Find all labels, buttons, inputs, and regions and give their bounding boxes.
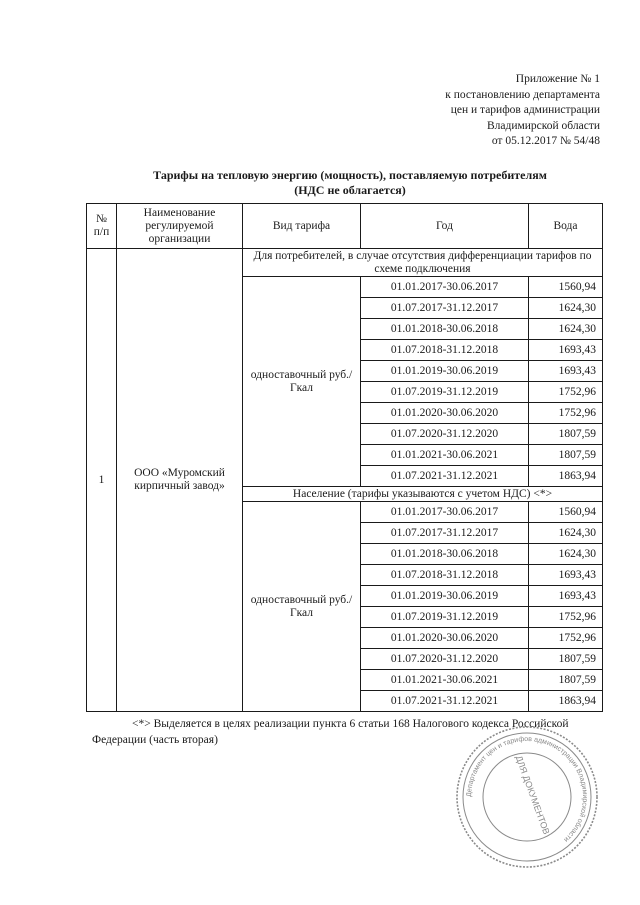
period-cell: 01.07.2021-31.12.2021 xyxy=(361,466,529,487)
appendix-line: от 05.12.2017 № 54/48 xyxy=(491,135,600,147)
period-cell: 01.01.2021-30.06.2021 xyxy=(361,445,529,466)
period-cell: 01.07.2017-31.12.2017 xyxy=(361,523,529,544)
period-cell: 01.01.2017-30.06.2017 xyxy=(361,277,529,298)
water-value-cell: 1560,94 xyxy=(529,502,603,523)
appendix-line: цен и тарифов администрации xyxy=(450,104,600,116)
water-value-cell: 1752,96 xyxy=(529,382,603,403)
appendix-line: Владимирской области xyxy=(486,119,600,132)
document-title xyxy=(90,168,610,198)
period-cell: 01.01.2018-30.06.2018 xyxy=(361,544,529,565)
group-caption-row xyxy=(87,249,603,277)
period-cell: 01.01.2021-30.06.2021 xyxy=(361,670,529,691)
appendix-block xyxy=(445,72,600,150)
water-value-cell: 1863,94 xyxy=(529,466,603,487)
period-cell: 01.07.2019-31.12.2019 xyxy=(361,382,529,403)
group-caption: Население (тарифы указываются с учетом НДС) <*> xyxy=(243,487,603,502)
period-cell: 01.07.2021-31.12.2021 xyxy=(361,691,529,712)
period-cell: 01.01.2019-30.06.2019 xyxy=(361,586,529,607)
title-line: (НДС не облагается) xyxy=(294,183,406,197)
period-cell: 01.07.2017-31.12.2017 xyxy=(361,298,529,319)
appendix-line: к постановлению департамента xyxy=(445,88,600,101)
header-tariff-type: Вид тарифа xyxy=(243,204,361,249)
period-cell: 01.01.2019-30.06.2019 xyxy=(361,361,529,382)
period-cell: 01.01.2020-30.06.2020 xyxy=(361,628,529,649)
water-value-cell: 1693,43 xyxy=(529,565,603,586)
water-value-cell: 1693,43 xyxy=(529,586,603,607)
water-value-cell: 1624,30 xyxy=(529,523,603,544)
title-line: Тарифы на тепловую энергию (мощность), поставляемую потребителям xyxy=(153,168,547,182)
stamp-center-text: ДЛЯ ДОКУМЕНТОВ xyxy=(513,754,552,836)
appendix-line: Приложение № 1 xyxy=(515,73,600,85)
table-header-row xyxy=(87,204,603,249)
water-value-cell: 1863,94 xyxy=(529,691,603,712)
period-cell: 01.01.2017-30.06.2017 xyxy=(361,502,529,523)
water-value-cell: 1624,30 xyxy=(529,298,603,319)
official-stamp xyxy=(452,722,602,872)
tariff-table xyxy=(86,203,603,712)
period-cell: 01.07.2018-31.12.2018 xyxy=(361,565,529,586)
tariff-type: одноставочный руб./Гкал xyxy=(243,502,361,712)
tariff-type: одноставочный руб./Гкал xyxy=(243,277,361,487)
header-water: Вода xyxy=(529,204,603,249)
group-caption: Для потребителей, в случае отсутствия дифференциации тарифов по схеме подключения xyxy=(243,249,603,277)
water-value-cell: 1693,43 xyxy=(529,361,603,382)
water-value-cell: 1807,59 xyxy=(529,670,603,691)
period-cell: 01.07.2018-31.12.2018 xyxy=(361,340,529,361)
water-value-cell: 1624,30 xyxy=(529,319,603,340)
period-cell: 01.07.2020-31.12.2020 xyxy=(361,424,529,445)
footnote-line: <*> Выделяется в целях реализации пункта 6 статьи 168 Налогового кодекса Российской xyxy=(132,718,569,730)
water-value-cell: 1752,96 xyxy=(529,628,603,649)
stamp-outer-text: Департамент цен и тарифов администрации Владимирской области xyxy=(465,735,589,844)
period-cell: 01.07.2019-31.12.2019 xyxy=(361,607,529,628)
header-organization: Наименование регулируемой организации xyxy=(117,204,243,249)
water-value-cell: 1807,59 xyxy=(529,445,603,466)
header-num: № п/п xyxy=(87,204,117,249)
header-year: Год xyxy=(361,204,529,249)
water-value-cell: 1752,96 xyxy=(529,403,603,424)
period-cell: 01.07.2020-31.12.2020 xyxy=(361,649,529,670)
water-value-cell: 1693,43 xyxy=(529,340,603,361)
organization-name: ООО «Муромский кирпичный завод» xyxy=(117,249,243,712)
water-value-cell: 1807,59 xyxy=(529,424,603,445)
row-number: 1 xyxy=(87,249,117,712)
period-cell: 01.01.2020-30.06.2020 xyxy=(361,403,529,424)
water-value-cell: 1560,94 xyxy=(529,277,603,298)
period-cell: 01.01.2018-30.06.2018 xyxy=(361,319,529,340)
water-value-cell: 1624,30 xyxy=(529,544,603,565)
water-value-cell: 1807,59 xyxy=(529,649,603,670)
footnote-line: Федерации (часть вторая) xyxy=(92,734,218,746)
water-value-cell: 1752,96 xyxy=(529,607,603,628)
